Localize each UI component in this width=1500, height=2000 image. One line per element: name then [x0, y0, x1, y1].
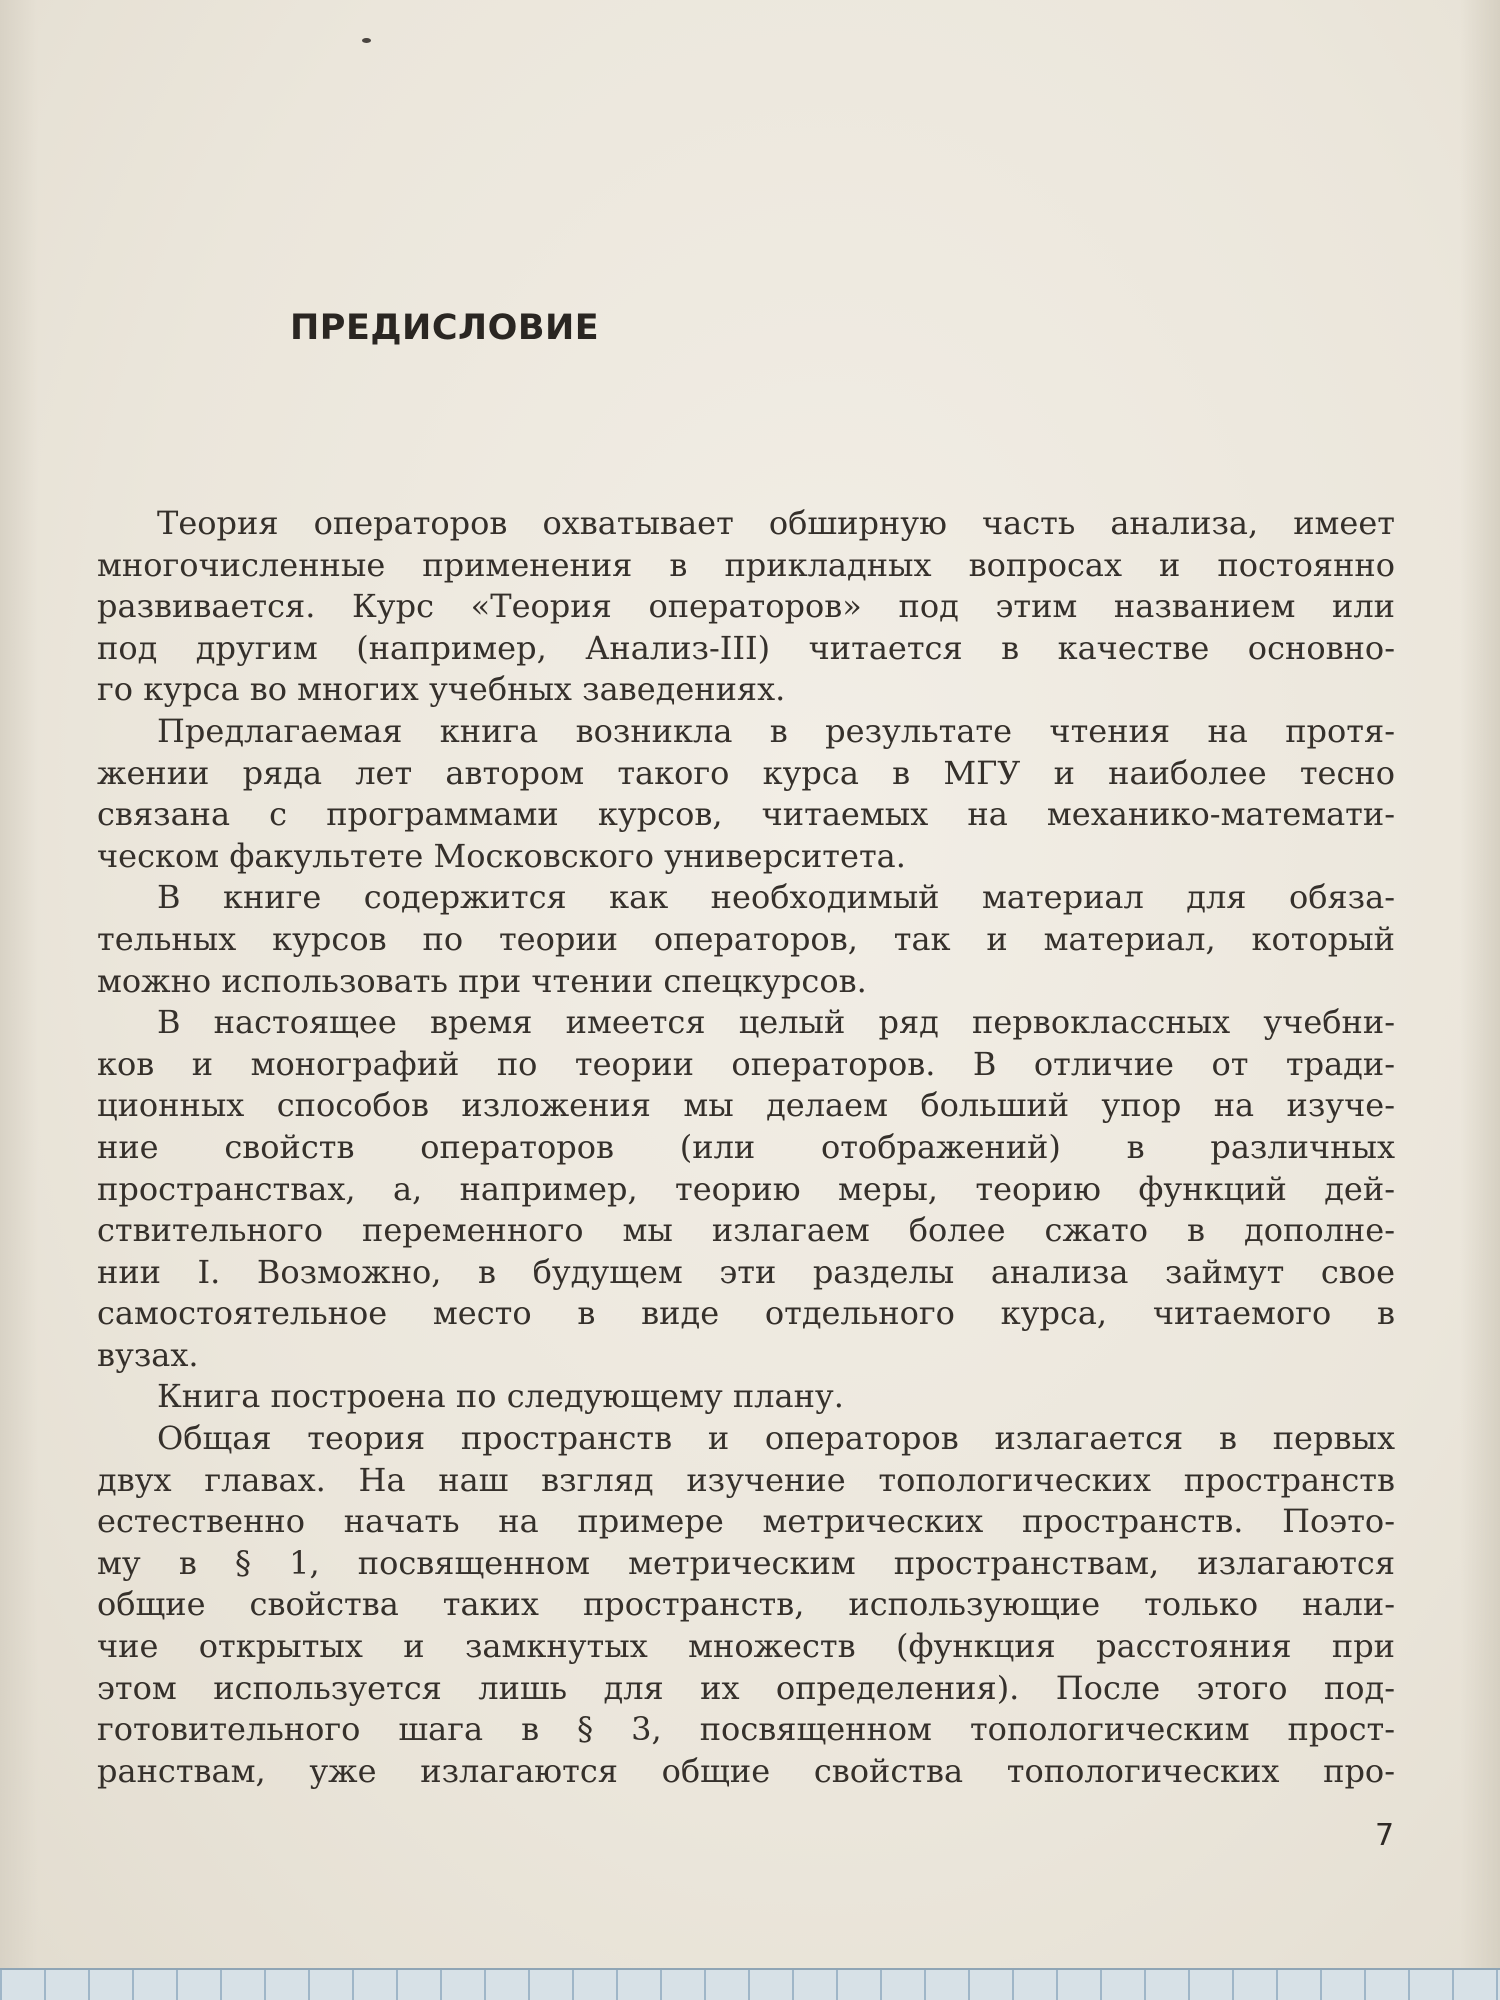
- text-line: жении ряда лет автором такого курса в МГУ и наиболее тесно: [97, 753, 1395, 792]
- text-line: нии I. Возможно, в будущем эти разделы анализа займут свое: [97, 1252, 1395, 1291]
- text-line: му в § 1, посвященном метрическим пространствам, излагаются: [97, 1543, 1395, 1582]
- text-line: двух главах. На наш взгляд изучение топологических пространств: [97, 1460, 1395, 1499]
- text-line: пространствах, а, например, теорию меры, теорию функций дей-: [97, 1169, 1395, 1208]
- paragraph-4: [97, 1002, 1395, 1376]
- paragraph-1: [97, 503, 1395, 711]
- text-line: естественно начать на примере метрических пространств. Поэто-: [97, 1502, 1395, 1541]
- text-line: В настоящее время имеется целый ряд первоклассных учебни-: [157, 1003, 1395, 1042]
- text-line: под другим (например, Анализ-III) читается в качестве основно-: [97, 628, 1395, 667]
- page-gutter-shadow: [0, 0, 38, 2000]
- text-line: развивается. Курс «Теория операторов» под этим названием или: [97, 587, 1395, 626]
- text-line: самостоятельное место в виде отдельного курса, читаемого в: [97, 1294, 1395, 1333]
- paragraph-6: [97, 1418, 1395, 1792]
- text-line: чие открытых и замкнутых множеств (функция расстояния при: [97, 1627, 1395, 1666]
- page-edge-shadow: [1460, 0, 1500, 2000]
- paragraph-5: [97, 1376, 1395, 1418]
- text-line: Общая теория пространств и операторов излагается в первых: [157, 1419, 1395, 1458]
- text-line: многочисленные применения в прикладных вопросах и постоянно: [97, 545, 1395, 584]
- paragraph-2: [97, 711, 1395, 877]
- text-line: Книга построена по следующему плану.: [157, 1377, 844, 1416]
- paragraph-3: [97, 877, 1395, 1002]
- text-line: вузах.: [97, 1335, 199, 1374]
- text-line: ков и монографий по теории операторов. В отличие от тради-: [97, 1044, 1395, 1083]
- body-text: [97, 503, 1395, 1792]
- ink-speck: [362, 38, 371, 43]
- text-line: этом используется лишь для их определения). После этого под-: [97, 1668, 1395, 1707]
- text-line: ционных способов изложения мы делаем больший упор на изуче-: [97, 1086, 1395, 1125]
- text-line: ческом факультете Московского университета.: [97, 836, 906, 875]
- text-line: можно использовать при чтении спецкурсов.: [97, 961, 867, 1000]
- text-line: В книге содержится как необходимый материал для обяза-: [157, 878, 1395, 917]
- notebook-edge-below-page: [0, 1968, 1500, 2000]
- text-line: связана с программами курсов, читаемых на механико-математи-: [97, 795, 1395, 834]
- text-line: тельных курсов по теории операторов, так и материал, который: [97, 919, 1395, 958]
- text-line: ние свойств операторов (или отображений) в различных: [97, 1127, 1395, 1166]
- text-line: го курса во многих учебных заведениях.: [97, 670, 786, 709]
- text-line: ранствам, уже излагаются общие свойства топологических про-: [97, 1751, 1395, 1790]
- text-line: ствительного переменного мы излагаем более сжато в дополне-: [97, 1211, 1395, 1250]
- text-line: готовительного шага в § 3, посвященном топологическим прост-: [97, 1710, 1395, 1749]
- page-heading: ПРЕДИСЛОВИЕ: [290, 308, 600, 348]
- text-line: Теория операторов охватывает обширную часть анализа, имеет: [157, 504, 1395, 542]
- text-line: Предлагаемая книга возникла в результате чтения на протя-: [157, 711, 1395, 750]
- text-line: общие свойства таких пространств, использующие только нали-: [97, 1585, 1395, 1624]
- page-number: 7: [1375, 1818, 1395, 1853]
